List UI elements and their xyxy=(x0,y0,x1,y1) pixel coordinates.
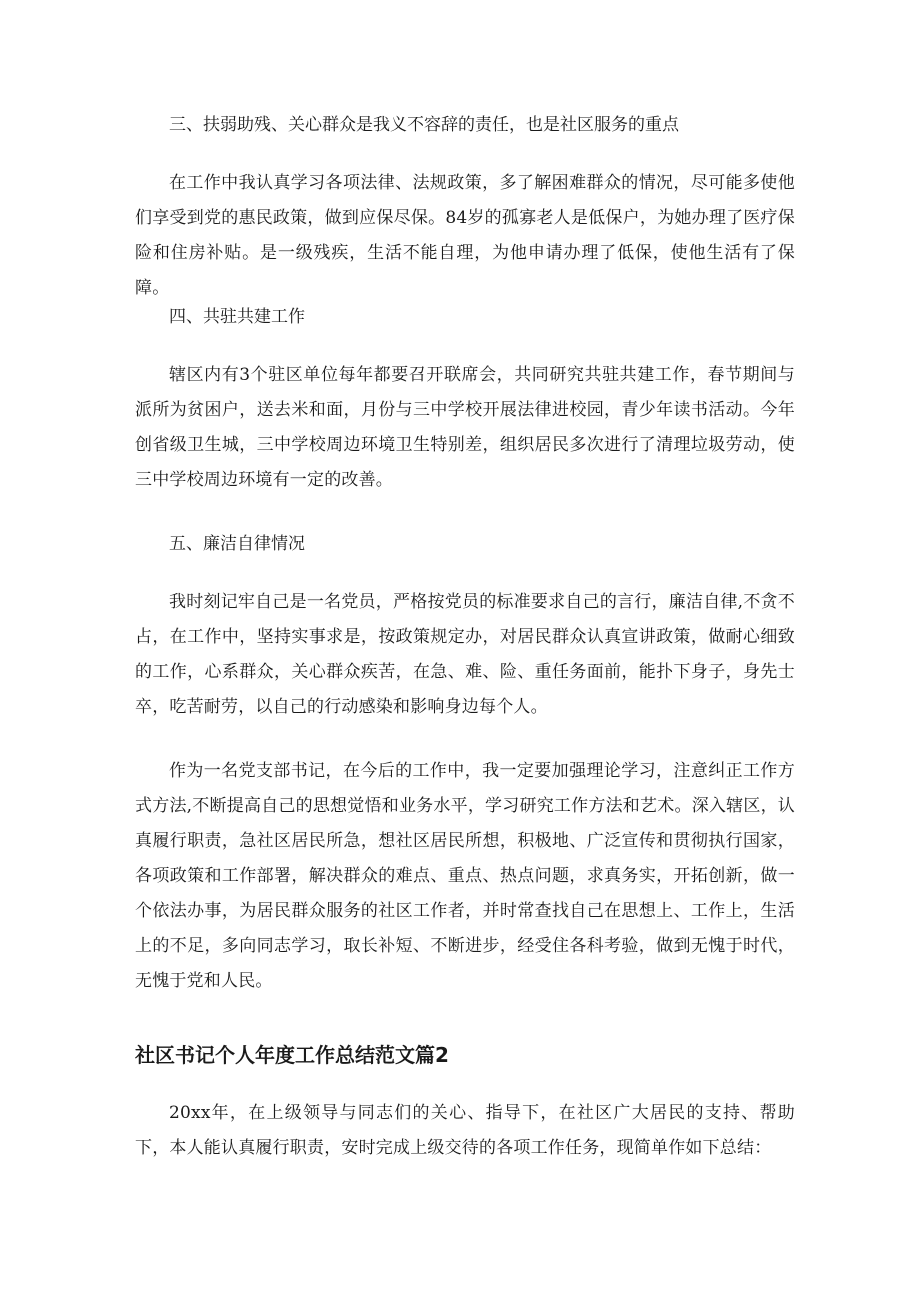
paragraph-section-5: 我时刻记牢自己是一名党员，严格按党员的标准要求自己的言行，廉洁自律,不贪不占，在工作中，坚持实事求是，按政策规定办，对居民群众认真宣讲政策，做耐心细致的工作，心系群众，关心群众疾苦，在急、难、险、重任务面前，能扑下身子，身先士卒，吃苦耐劳，以自己的行动感染和影响身边每个人。 xyxy=(135,592,795,717)
paragraph-section-4: 辖区内有3个驻区单位每年都要召开联席会，共同研究共驻共建工作，春节期间与派所为贫困户，送去米和面，月份与三中学校开展法律进校园，青少年读书活动。今年创省级卫生城，三中学校周边环境卫生特别差，组织居民多次进行了清理垃圾劳动，使三中学校周边环境有一定的改善。 xyxy=(135,365,795,490)
heading-section-4: 四、共驻共建工作 xyxy=(169,307,305,327)
heading-section-5: 五、廉洁自律情况 xyxy=(169,534,305,554)
section-title: 社区书记个人年度工作总结范文篇2 xyxy=(135,1043,449,1067)
paragraph-conclusion: 作为一名党支部书记，在今后的工作中，我一定要加强理论学习，注意纠正工作方式方法,不断提高自己的思想觉悟和业务水平，学习研究工作方法和艺术。深入辖区，认真履行职责，急社区居民所急，想社区居民所想，积极地、广泛宣传和贯彻执行国家，各项政策和工作部署，解决群众的难点、重点、热点问题，求真务实，开拓创新，做一个依法办事，为居民群众服务的社区工作者，并时常查找自己在思想上、工作上，生活上的不足，多向同志学习，取长补短、不断进步，经受住各科考验，做到无愧于时代，无愧于党和人民。 xyxy=(135,761,795,991)
heading-section-3: 三、扶弱助残、关心群众是我义不容辞的责任，也是社区服务的重点 xyxy=(169,115,679,135)
paragraph-intro-part2: 20xx年，在上级领导与同志们的关心、指导下，在社区广大居民的支持、帮助下，本人能认真履行职责，安时完成上级交待的各项工作任务，现简单作如下总结： xyxy=(135,1103,795,1158)
paragraph-section-3: 在工作中我认真学习各项法律、法规政策，多了解困难群众的情况，尽可能多使他们享受到党的惠民政策，做到应保尽保。84岁的孤寡老人是低保户，为她办理了医疗保险和住房补贴。是一级残疾，生活不能自理，为他申请办理了低保，使他生活有了保障。 xyxy=(135,173,795,298)
